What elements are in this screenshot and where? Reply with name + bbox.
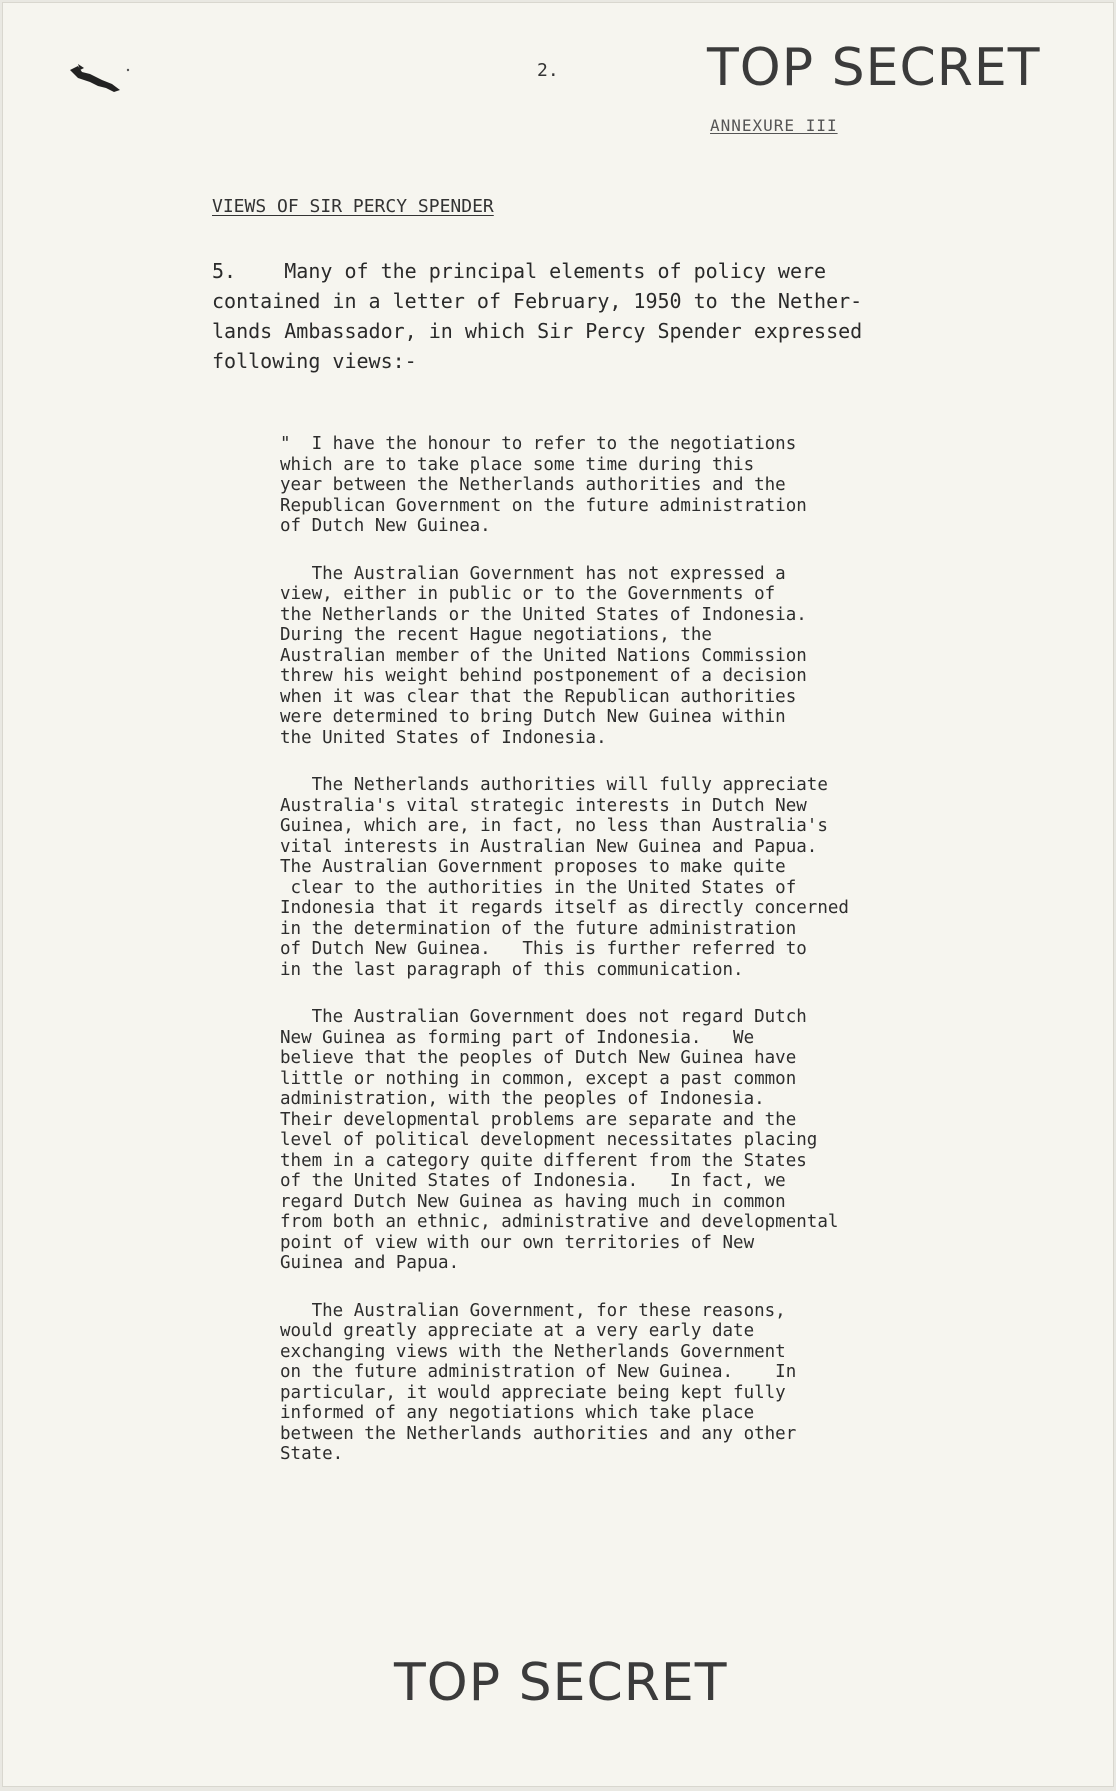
quote-line: Indonesia that it regards itself as directly concerned [280,898,849,918]
quote-line: Guinea, which are, in fact, no less than Australia's [280,816,828,836]
intro-paragraph [212,256,962,376]
annexure-label: ANNEXURE III [710,116,838,135]
quote-paragraph [280,564,1020,749]
page-number: 2. [537,60,559,81]
ink-blot-mark [68,60,138,100]
quote-line: Republican Government on the future administration [280,495,807,516]
quote-line: The Netherlands authorities will fully appreciate [280,775,828,795]
quote-line: threw his weight behind postponement of a decision [280,666,807,686]
quote-line: between the Netherlands authorities and any other [280,1423,797,1444]
quote-line: The Australian Government proposes to make quite [280,857,786,877]
quote-line: in the determination of the future administration [280,918,797,939]
quote-line: The Australian Government has not expressed a [280,563,786,584]
document-page [2,2,1114,1787]
quoted-letter [280,434,1020,1492]
quote-line: Their developmental problems are separate and the [280,1109,797,1130]
quote-line: level of political development necessitates placing [280,1130,818,1150]
quote-line: particular, it would appreciate being kept fully [280,1382,786,1403]
quote-line: Australia's vital strategic interests in Dutch New [280,795,807,816]
quote-line: clear to the authorities in the United States of [280,877,797,898]
quote-line: believe that the peoples of Dutch New Guinea have [280,1048,797,1068]
quote-line: point of view with our own territories of New [280,1232,755,1253]
quote-line: would greatly appreciate at a very early date [280,1321,755,1341]
quote-line: regard Dutch New Guinea as having much in common [280,1191,786,1212]
quote-line: the United States of Indonesia. [280,727,607,748]
quote-line: administration, with the peoples of Indonesia. [280,1089,765,1109]
quote-line: them in a category quite different from the States [280,1150,807,1171]
quote-paragraph [280,434,1020,537]
quote-paragraph [280,775,1020,980]
bottom-classification-stamp: TOP SECRET [394,1653,728,1713]
quote-line: of Dutch New Guinea. [280,516,491,536]
top-classification-stamp: TOP SECRET [707,38,1041,98]
quote-line: Guinea and Papua. [280,1253,460,1273]
quote-paragraph [280,1007,1020,1274]
intro-line: lands Ambassador, in which Sir Percy Spender expressed [212,319,863,343]
quote-line: in the last paragraph of this communication. [280,959,744,980]
intro-line: 5. Many of the principal elements of policy were [212,259,827,283]
quote-line: vital interests in Australian New Guinea and Papua. [280,836,818,857]
quote-line: The Australian Government, for these reasons, [280,1300,786,1321]
quote-line: on the future administration of New Guinea. In [280,1362,797,1382]
quote-line: exchanging views with the Netherlands Government [280,1341,786,1362]
quote-line: from both an ethnic, administrative and developmental [280,1212,839,1232]
quote-line: year between the Netherlands authorities and the [280,475,786,495]
quote-line: little or nothing in common, except a past common [280,1068,797,1089]
quote-line: which are to take place some time during this [280,454,755,475]
quote-line: The Australian Government does not regard Dutch [280,1007,807,1027]
quote-line: were determined to bring Dutch New Guinea within [280,707,786,727]
quote-line: of Dutch New Guinea. This is further referred to [280,939,807,959]
intro-line: contained in a letter of February, 1950 to the Nether- [212,289,863,313]
quote-line: when it was clear that the Republican authorities [280,686,797,707]
quote-paragraph [280,1301,1020,1465]
quote-line: " I have the honour to refer to the negotiations [280,434,797,454]
quote-line: Australian member of the United Nations Commission [280,645,807,666]
quote-line: view, either in public or to the Governments of [280,584,776,604]
section-heading: VIEWS OF SIR PERCY SPENDER [212,196,494,217]
quote-line: State. [280,1444,344,1464]
quote-line: of the United States of Indonesia. In fact, we [280,1171,786,1191]
quote-line: the Netherlands or the United States of Indonesia. [280,604,807,625]
quote-line: During the recent Hague negotiations, the [280,625,712,645]
intro-line: following views:- [212,349,417,373]
quote-line: informed of any negotiations which take place [280,1403,755,1423]
quote-line: New Guinea as forming part of Indonesia. We [280,1027,755,1048]
